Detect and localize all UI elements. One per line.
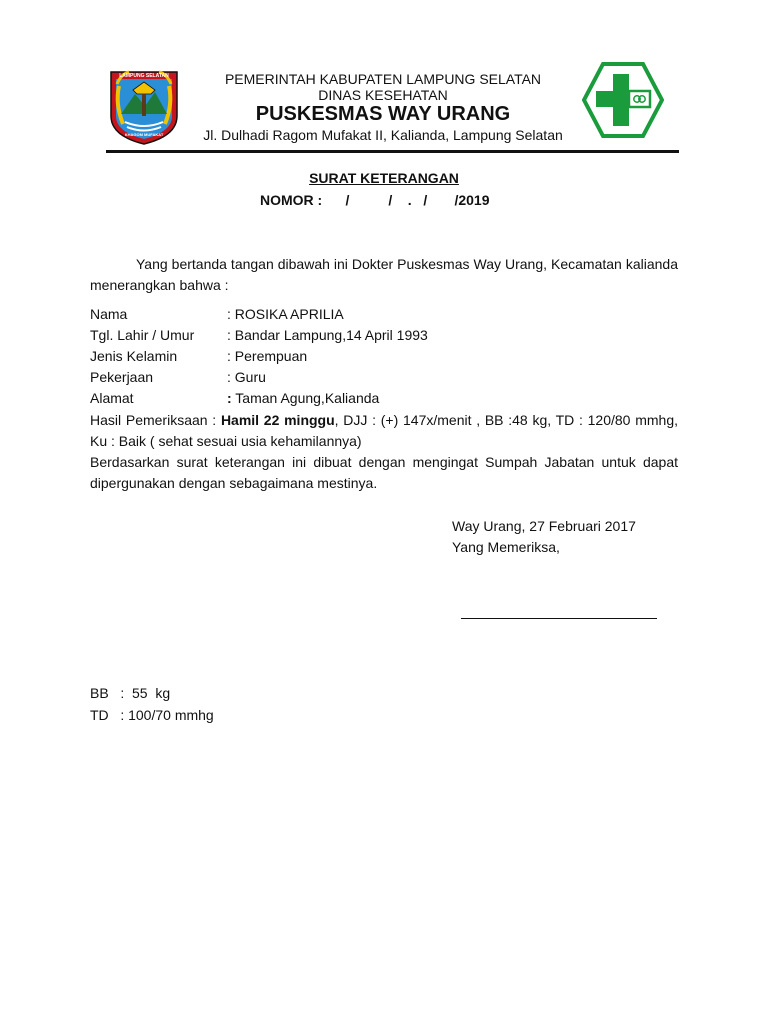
emblem-top-text: LAMPUNG SELATAN [119,73,169,79]
field-colon: : [227,390,232,406]
emblem-bottom-text: KHAGOM MUFAKAT [124,132,164,137]
field-value: Taman Agung,Kalianda [231,390,380,406]
hasil-label: Hasil Pemeriksaan : [90,412,221,428]
place-date: Way Urang, 27 Februari 2017 [452,518,636,534]
letterhead-department: DINAS KESEHATAN [318,87,448,103]
letterhead-government: PEMERINTAH KABUPATEN LAMPUNG SELATAN [224,71,542,87]
letterhead-divider [106,150,679,153]
field-label: Alamat [90,390,134,406]
field-label: Nama [90,306,128,322]
field-label: Jenis Kelamin [90,348,178,364]
hasil-bold: Hamil 22 minggu [220,412,335,428]
document-title: SURAT KETERANGAN [309,170,459,186]
field-value: : Bandar Lampung,14 April 1993 [227,327,428,343]
letterhead-address: Jl. Dulhadi Ragom Mufakat II, Kalianda, Lampung Selatan [203,127,563,143]
field-label: Pekerjaan [90,369,154,385]
field-label: Tgl. Lahir / Umur [90,327,195,343]
signer-label: Yang Memeriksa, [452,539,560,555]
hasil-detail: , DJJ : (+) 147x/menit , BB :48 kg, TD : 120/80 mmhg, Ku : Baik ( sehat sesuai usia kehamilannya) [90,412,678,449]
examination-result [90,410,678,452]
lampung-selatan-emblem-icon [105,64,183,146]
note-bb: BB : 55 kg [90,685,171,701]
field-value-wrap [227,388,379,409]
intro-paragraph: Yang bertanda tangan dibawah ini Dokter Puskesmas Way Urang, Kecamatan kalianda menerangkan bahwa : [90,256,678,293]
field-value: : ROSIKA APRILIA [227,306,344,322]
field-value: : Guru [227,369,266,385]
note-td: TD : 100/70 mmhg [90,707,214,723]
closing-paragraph: Berdasarkan surat keterangan ini dibuat dengan mengingat Sumpah Jabatan untuk dapat dipergunakan dengan sebagaimana mestinya. [90,454,678,491]
puskesmas-cross-logo-icon [582,60,664,140]
letterhead-institution: PUSKESMAS WAY URANG [255,103,511,125]
document-number: NOMOR : / / . / /2019 [260,192,490,208]
signature-line [461,618,657,619]
field-value: : Perempuan [227,348,308,364]
